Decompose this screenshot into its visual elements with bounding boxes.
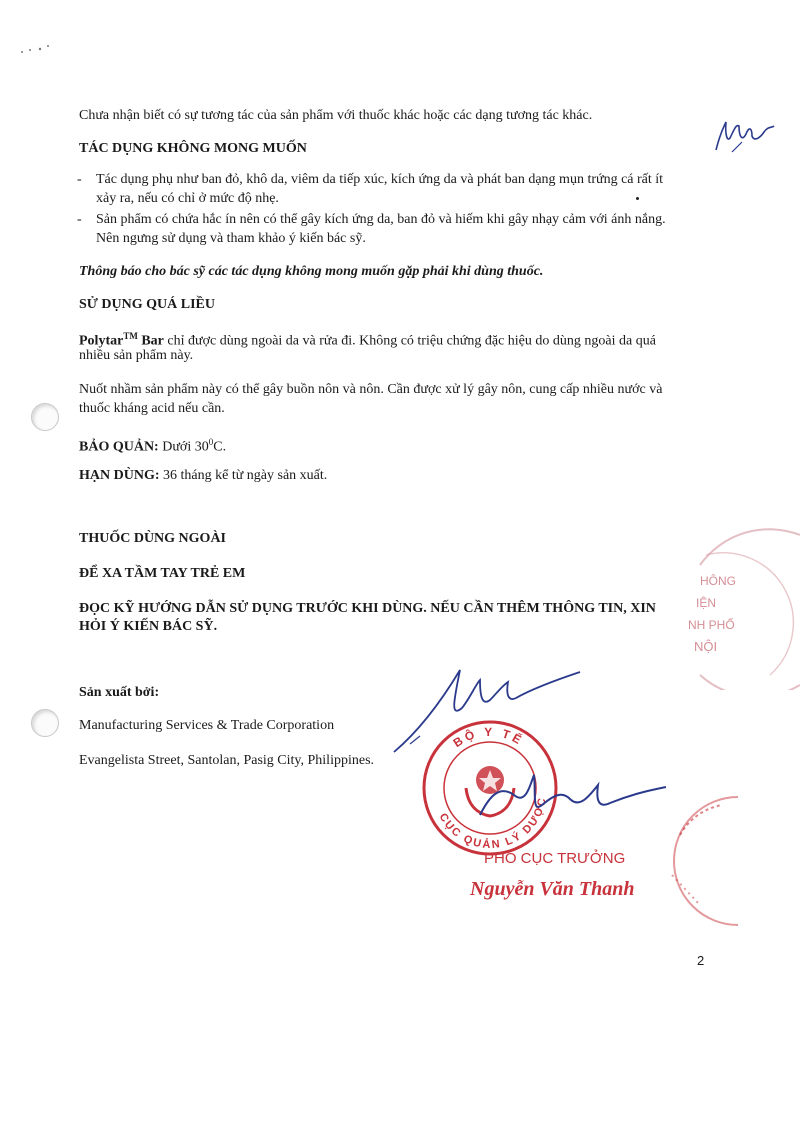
- seal-bottom-text: CỤC QUẢN LÝ DƯỢC: [436, 795, 549, 852]
- side-effect-line: Nên ngưng sử dụng và tham khảo ý kiến bác sỹ.: [96, 231, 366, 246]
- read-instructions-warning-cont: HỎI Ý KIẾN BÁC SỸ.: [79, 619, 218, 634]
- keep-away-warning: ĐỂ XA TẦM TAY TRẺ EM: [79, 566, 246, 581]
- storage-unit: C.: [213, 439, 227, 455]
- manufacturer-name: Manufacturing Services & Trade Corporation: [79, 718, 335, 733]
- manufacturer-address: Evangelista Street, Santolan, Pasig City, Philippines.: [79, 753, 375, 768]
- stray-dot: [636, 197, 639, 200]
- storage-line: [79, 433, 226, 457]
- interaction-note: Chưa nhận biết có sự tương tác của sản phẩm với thuốc khác hoặc các dạng tương tác khác.: [79, 108, 593, 123]
- shelf-life-label: HẠN DÙNG:: [79, 468, 160, 483]
- side-effect-line: Sản phẩm có chứa hắc ín nên có thể gây kích ứng da, ban đỏ và hiếm khi gây nhạy cảm với ánh nắng.: [96, 212, 666, 227]
- partial-seal-right: [660, 795, 740, 930]
- list-dash: -: [77, 172, 82, 187]
- overdose-paragraph-2: Nuốt nhầm sản phẩm này có thể gây buồn nôn và nôn. Cần được xử lý gây nôn, cung cấp nhiều nước và: [79, 382, 663, 397]
- external-use-warning: THUỐC DÙNG NGOÀI: [79, 531, 227, 546]
- adverse-effect-notice: Thông báo cho bác sỹ các tác dụng không mong muốn gặp phải khi dùng thuốc.: [79, 264, 544, 279]
- side-effect-line: xảy ra, nếu có chỉ ở mức độ nhẹ.: [96, 191, 279, 206]
- stamp-title-block: [470, 845, 670, 905]
- seal-top-text: BỘ Y TẾ: [450, 724, 527, 751]
- hole-punch-lower: [31, 709, 59, 737]
- brand-trademark: TM: [123, 331, 138, 341]
- brand-name: Polytar: [79, 333, 124, 349]
- manufacturer-label: Sản xuất bởi:: [79, 685, 160, 700]
- stamp-fragment: IỆN: [696, 596, 717, 610]
- side-effects-heading: TÁC DỤNG KHÔNG MONG MUỐN: [79, 141, 307, 156]
- handwritten-initials: [712, 112, 782, 162]
- handwritten-signature-official: [470, 755, 670, 835]
- side-effect-item: [77, 170, 717, 206]
- degree-mark: 0: [208, 437, 214, 447]
- shelf-life-value: 36 tháng kể từ ngày sản xuất.: [159, 468, 328, 483]
- page-number: 2: [697, 953, 705, 968]
- signer-title: PHÓ CỤC TRƯỞNG: [484, 850, 626, 867]
- stamp-fragment: NỘI: [694, 639, 718, 654]
- overdose-heading: SỬ DỤNG QUÁ LIỀU: [79, 297, 215, 312]
- overdose-paragraph-1-cont: nhiều sản phẩm này.: [79, 348, 194, 363]
- storage-label: BẢO QUẢN:: [79, 439, 159, 455]
- shelf-life-line: [79, 466, 327, 485]
- read-instructions-warning: ĐỌC KỸ HƯỚNG DẪN SỬ DỤNG TRƯỚC KHI DÙNG. NẾU CẦN THÊM THÔNG TIN, XIN: [79, 601, 656, 616]
- handwritten-signature-blue: [390, 660, 590, 760]
- brand-suffix: Bar: [137, 333, 164, 349]
- hole-punch-upper: [31, 403, 59, 431]
- signer-name: Nguyễn Văn Thanh: [470, 878, 635, 900]
- stamp-fragment: NH PHỐ: [688, 618, 735, 632]
- overdose-paragraph-2-cont: thuốc kháng acid nếu cần.: [79, 401, 225, 416]
- scan-speck-marks: [18, 40, 58, 60]
- overdose-text: chỉ được dùng ngoài da và rửa đi. Không có triệu chứng đặc hiệu do dùng ngoài da quá: [163, 333, 656, 349]
- side-effect-item: [77, 210, 737, 246]
- side-effect-line: Tác dụng phụ như ban đỏ, khô da, viêm da tiếp xúc, kích ứng da và phát ban dạng mụn trứng cá rất ít: [96, 172, 664, 187]
- storage-value: Dưới 30: [158, 439, 209, 455]
- list-dash: -: [77, 212, 82, 227]
- stamp-fragment: HÔNG: [700, 574, 736, 588]
- partial-company-stamp: [660, 525, 800, 690]
